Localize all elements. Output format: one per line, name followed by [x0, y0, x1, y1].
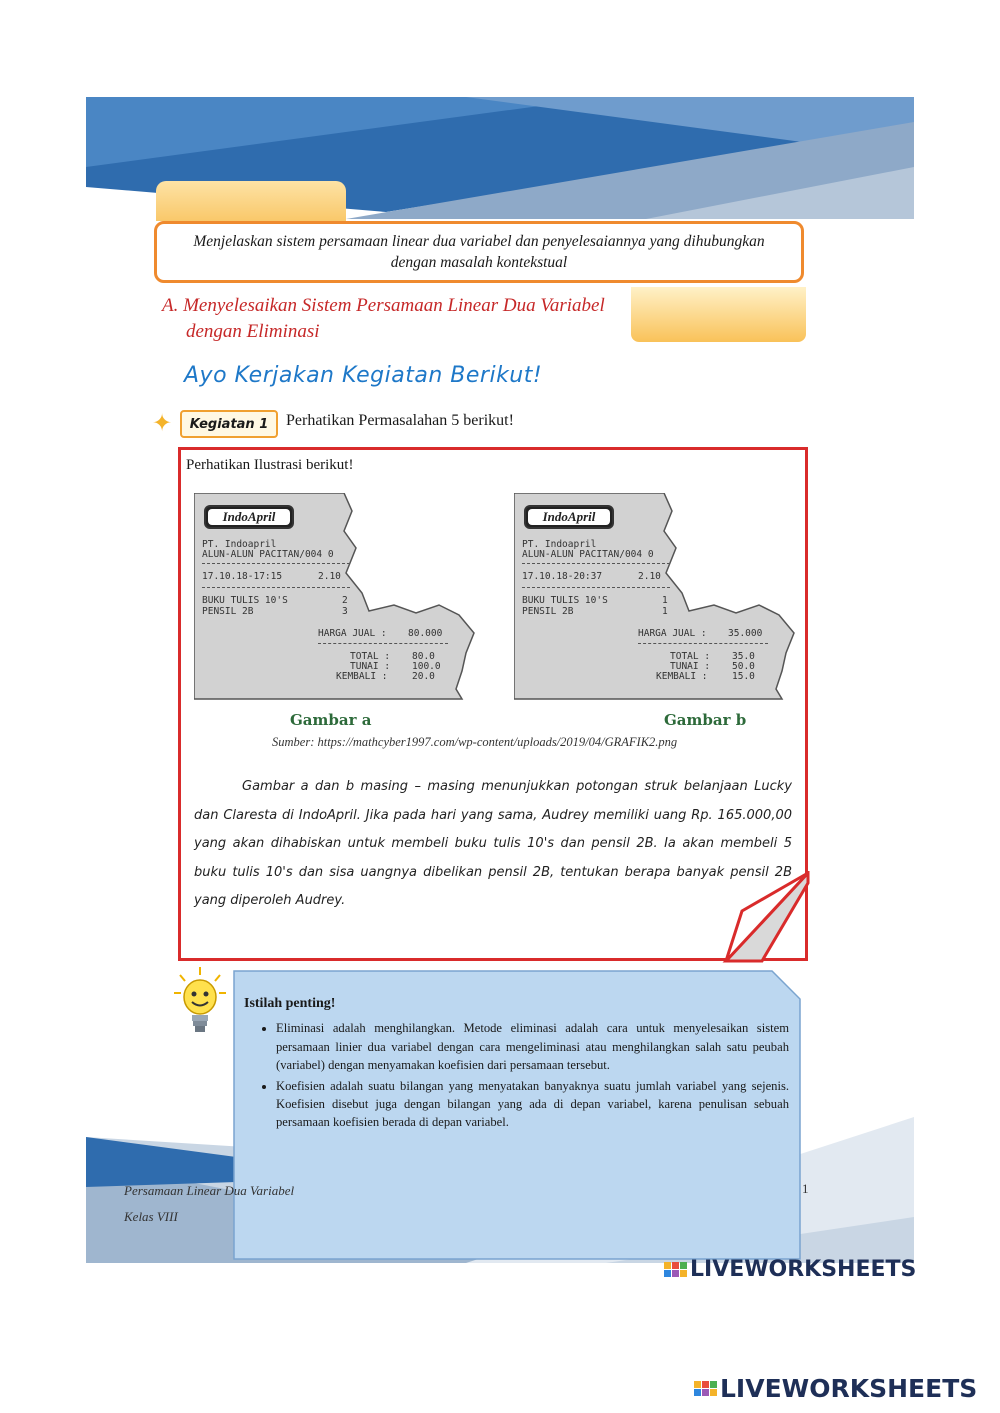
- glossary-list: [244, 1019, 789, 1131]
- receipt-item2: PENSIL 2B: [202, 606, 254, 617]
- receipt-total-label: TOTAL :: [670, 651, 711, 662]
- receipt-kembali: 20.0: [412, 671, 435, 682]
- receipt-datetime: 17.10.18-17:15: [202, 571, 283, 582]
- illustration-heading: Perhatikan Ilustrasi berikut!: [186, 457, 354, 473]
- brand-logo-text: LIVEWORKSHEETS: [690, 1257, 917, 1282]
- section-letter: A.: [162, 295, 179, 316]
- image-source: Sumber: https://mathcyber1997.com/wp-content/uploads/2019/04/GRAFIK2.png: [272, 735, 678, 749]
- problem-paragraph: Gambar a dan b masing – masing menunjukkan potongan struk belanjaan Lucky dan Claresta di IndoApril. Jika pada hari yang sama, Audrey memiliki uang Rp. 165.000,00 yang akan dihabiskan untuk membeli buku tulis 10's dan pensil 2B. Ia akan membeli 5 buku tulis 10's dan sisa uangnya dibelikan pensil 2B, tentukan berapa banyak pensil 2B yang diperoleh Audrey.: [194, 779, 792, 908]
- brand-logo-text: LIVEWORKSHEETS: [720, 1374, 978, 1403]
- store-logo: IndoApril: [204, 505, 294, 529]
- receipt-total: 35.0: [732, 651, 755, 662]
- brand-logo-upper: [664, 1257, 916, 1282]
- receipt-address: ALUN-ALUN PACITAN/004 0: [522, 549, 654, 560]
- brand-logo-lower: [694, 1374, 977, 1403]
- receipt-tunai-label: TUNAI :: [350, 661, 391, 672]
- worksheet-page: [86, 97, 914, 1263]
- glossary-item-koefisien: • Koefisien adalah suatu bilangan yang menyatakan banyaknya suatu jumlah variabel yang sejenis. Koefisien disebut juga dengan bilangan yang ada di depan variabel, karena penulisan sebuah persamaan koefisien berada di depan variabel.: [276, 1077, 789, 1132]
- section-accent: [631, 287, 806, 342]
- receipt-address: ALUN-ALUN PACITAN/004 0: [202, 549, 334, 560]
- receipt-item1: BUKU TULIS 10'S: [202, 595, 288, 606]
- activity-badge: Kegiatan 1: [180, 410, 278, 438]
- section-title-line2: dengan Eliminasi: [186, 321, 320, 342]
- lightbulb-icon: [172, 965, 228, 1037]
- brand-logo-icon: [694, 1381, 717, 1396]
- receipt-kembali-label: KEMBALI :: [656, 671, 708, 682]
- receipt-tunai-label: TUNAI :: [670, 661, 711, 672]
- receipt-datetime: 17.10.18-20:37: [522, 571, 603, 582]
- receipt-harga: 80.000: [408, 628, 443, 639]
- glossary-title: Istilah penting!: [244, 996, 336, 1011]
- receipt-harga: 35.000: [728, 628, 763, 639]
- receipt-qty2: 3: [342, 606, 348, 617]
- receipt-a: [194, 493, 484, 703]
- brand-logo-icon: [664, 1262, 687, 1277]
- activity-instruction: Perhatikan Permasalahan 5 berikut!: [286, 412, 514, 429]
- receipt-harga-label: HARGA JUAL :: [318, 628, 387, 639]
- store-logo: IndoApril: [524, 505, 614, 529]
- learning-objective: Menjelaskan sistem persamaan linear dua variabel dan penyelesaiannya yang dihubungkan dengan masalah kontekstual: [154, 221, 804, 283]
- caption-gambar-a: Gambar a: [290, 711, 372, 729]
- section-heading: [162, 293, 605, 345]
- section-title-line1: Menyelesaikan Sistem Persamaan Linear Dua Variabel: [183, 295, 605, 316]
- caption-gambar-b: Gambar b: [664, 711, 747, 729]
- receipt-qty2: 1: [662, 606, 668, 617]
- receipt-tunai: 100.0: [412, 661, 441, 672]
- receipt-qty1: 2: [342, 595, 348, 606]
- star-icon: ✦: [152, 409, 173, 437]
- receipt-item2: PENSIL 2B: [522, 606, 574, 617]
- receipt-total-label: TOTAL :: [350, 651, 391, 662]
- receipt-tunai: 50.0: [732, 661, 755, 672]
- receipt-company: PT. Indoapril: [522, 539, 597, 550]
- receipt-code: 2.10: [318, 571, 341, 582]
- glossary-content: [244, 995, 789, 1134]
- activity-heading: Ayo Kerjakan Kegiatan Berikut!: [184, 363, 543, 388]
- receipt-company: PT. Indoapril: [202, 539, 277, 550]
- receipt-kembali: 15.0: [732, 671, 755, 682]
- footer-class: Kelas VIII: [124, 1209, 178, 1224]
- receipt-kembali-label: KEMBALI :: [336, 671, 388, 682]
- receipt-total: 80.0: [412, 651, 435, 662]
- receipt-qty1: 1: [662, 595, 668, 606]
- receipt-code: 2.10: [638, 571, 661, 582]
- page-number: 1: [802, 1181, 809, 1196]
- footer-title: Persamaan Linear Dua Variabel: [124, 1183, 295, 1198]
- objective-tab: [156, 181, 346, 221]
- receipt-b: [514, 493, 804, 703]
- glossary-item-eliminasi: • Eliminasi adalah menghilangkan. Metode eliminasi adalah cara untuk menyelesaikan sistem persamaan linier dua variabel dengan cara mengeliminasi atau menghilangkan salah satu peubah (variabel) dengan menyamakan koefisien dari persamaan tersebut.: [276, 1019, 789, 1074]
- receipt-harga-label: HARGA JUAL :: [638, 628, 707, 639]
- receipt-item1: BUKU TULIS 10'S: [522, 595, 608, 606]
